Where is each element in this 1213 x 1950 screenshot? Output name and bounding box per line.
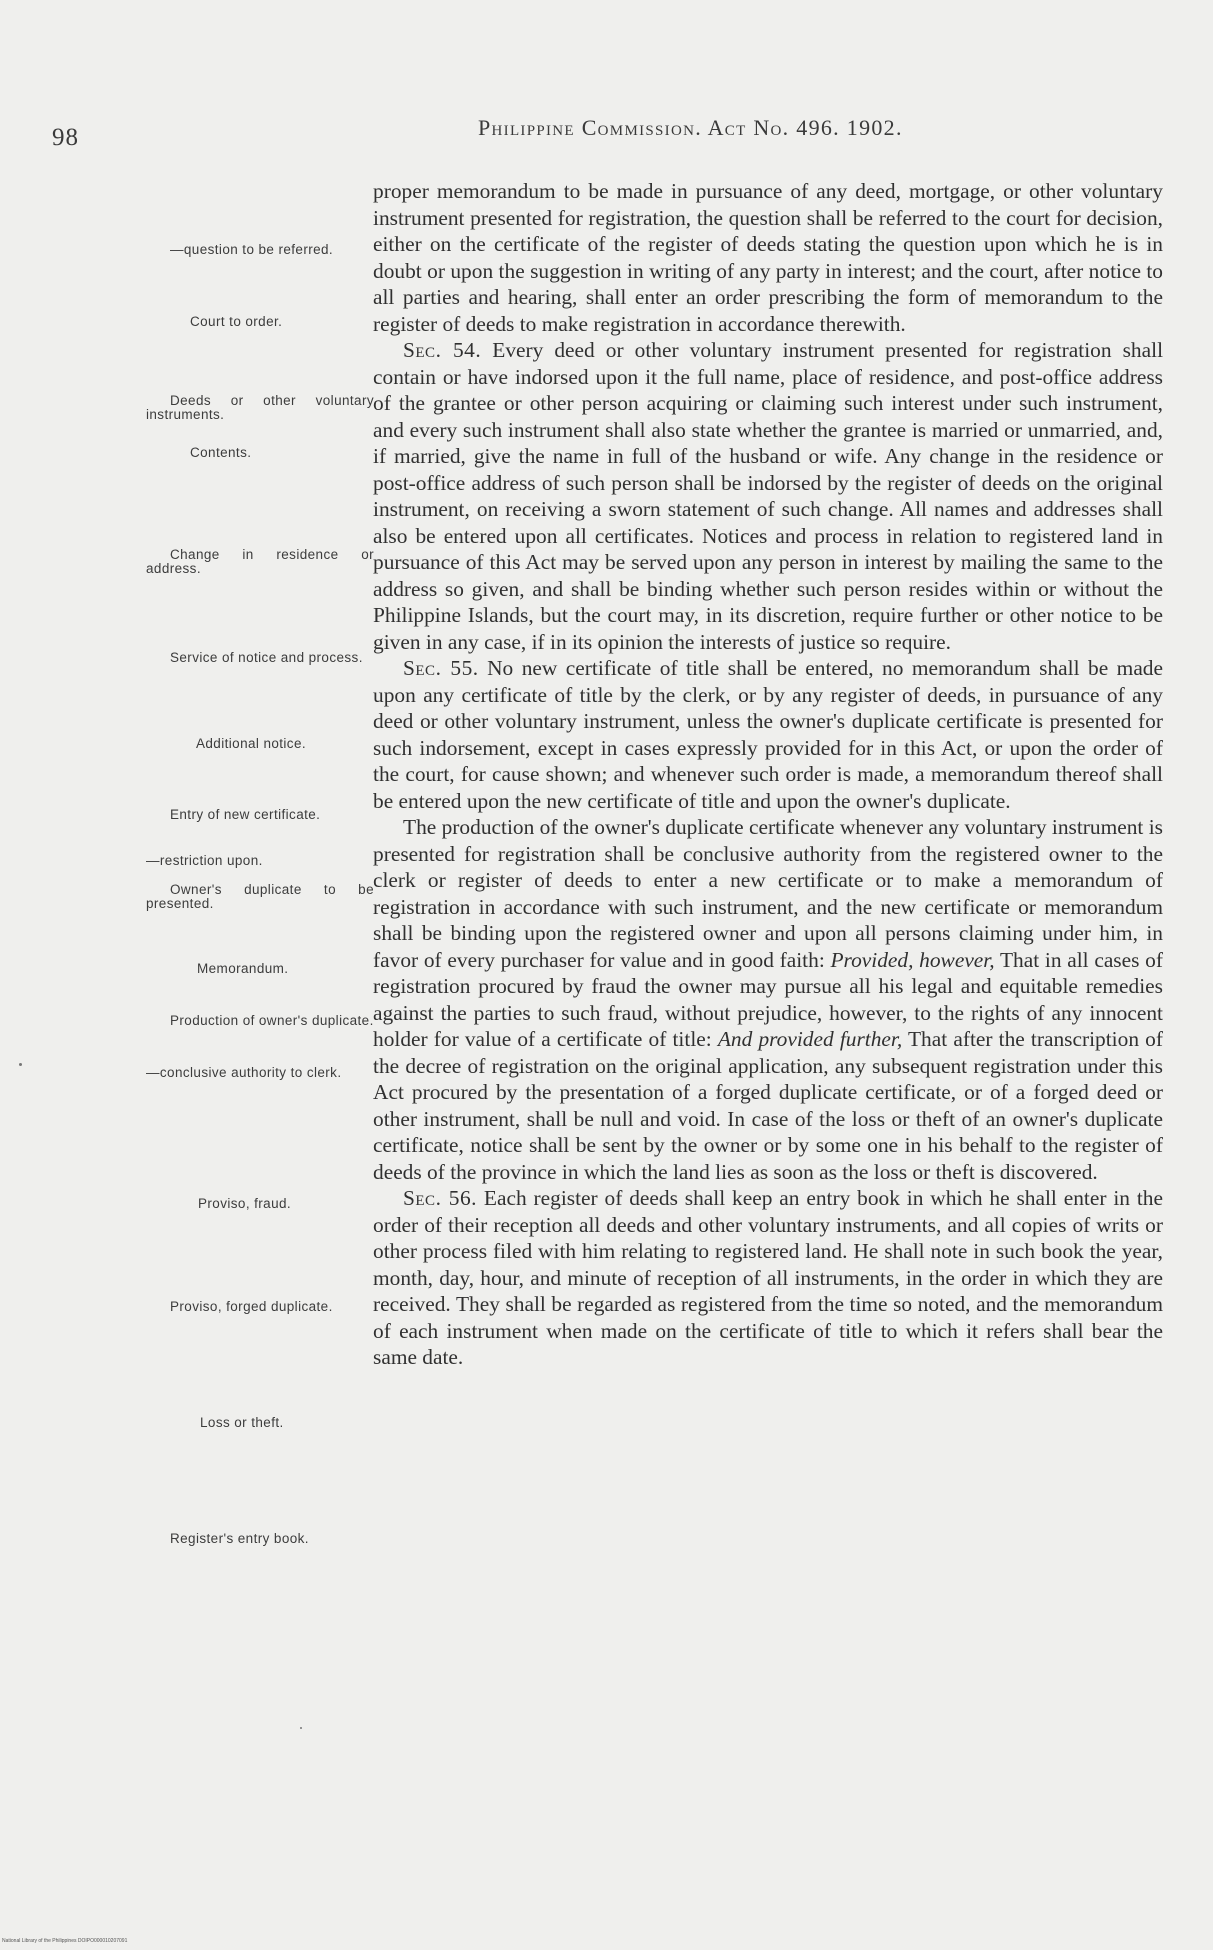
page-number: 98 xyxy=(52,124,79,151)
section-label: Sec. 55. xyxy=(403,656,479,680)
margin-note: Owner's duplicate to be presented. xyxy=(146,882,374,911)
body-text xyxy=(373,178,1163,1371)
proviso-phrase: And provided further, xyxy=(717,1027,903,1051)
proviso-phrase: Provided, however, xyxy=(830,947,995,972)
margin-note: Court to order. xyxy=(190,314,283,329)
paragraph-section-56 xyxy=(373,1185,1163,1371)
margin-note: Additional notice. xyxy=(196,736,307,751)
margin-note: —conclusive authority to clerk. xyxy=(146,1065,342,1080)
margin-note: Deeds or other voluntary instruments. xyxy=(146,393,374,422)
margin-note: —restriction upon. xyxy=(146,853,263,868)
scan-speck xyxy=(300,1727,302,1729)
scan-credit: National Library of the Philippines DOIPO000010207091 xyxy=(2,1938,128,1944)
margin-note: Contents. xyxy=(190,445,252,460)
margin-note: Service of notice and process. xyxy=(170,650,363,665)
margin-note: Memorandum. xyxy=(197,961,289,976)
section-text: No new certificate of title shall be entered, no memorandum shall be made upon any certificate of title by the clerk, or by any register of deeds, in pursuance of any deed or other voluntary instrument, unless the owner's duplicate certificate is presented for such indorsement, except in cases expressly provided for in this Act, or upon the order of the court, for cause shown; and whenever such order is made, a memorandum thereof shall be entered upon the new certificate of title and upon the owner's duplicate. xyxy=(373,656,1163,813)
section-label: Sec. 56. xyxy=(403,1186,478,1210)
margin-note: Production of owner's duplicate. xyxy=(170,1013,374,1028)
paragraph-text: That in all cases of registration procured by fraud the owner may pursue all his legal and equitable remedies against the parties to such fraud, without prejudice, however, to the rights of any innocent holder for value of a certificate of title: xyxy=(373,947,1163,1051)
section-text: Each register of deeds shall keep an entry book in which he shall enter in the order of their reception all deeds and other voluntary instruments, and all copies of writs or other process filed with him relating to registered land. He shall note in such book the year, month, day, hour, and minute of reception of all instruments, in the order in which they are received. They shall be regarded as registered from the time so noted, and the memorandum of each instrument when made on the certificate of title to which it refers shall bear the same date. xyxy=(373,1186,1163,1369)
margin-note: Register's entry book. xyxy=(170,1531,309,1546)
margin-note: —question to be referred. xyxy=(170,242,334,257)
section-text: Every deed or other voluntary instrument presented for registration shall contain or have indorsed upon it the full name, place of residence, and post-office address of the grantee or other person acquiring or claiming such interest under such instrument, and every such instrument shall also state whether the grantee is married or unmarried, and, if married, give the name in full of the husband or wife. Any change in the residence or post-office address of such person shall be indorsed by the register of deeds on the original instrument, on receiving a sworn statement of such change. All names and addresses shall also be entered upon all certificates. Notices and process in relation to registered land in pursuance of this Act may be served upon any person in interest by mailing the same to the address so given, and shall be binding whether such person resides within or without the Philippine Islands, but the court may, in its discretion, require further or other notice to be given in any case, if in its opinion the interests of justice so require. xyxy=(373,338,1164,654)
margin-note: Proviso, fraud. xyxy=(198,1196,292,1211)
paragraph-section-55 xyxy=(373,655,1163,814)
margin-note: Loss or theft. xyxy=(200,1415,284,1430)
running-head: Philippine Commission. Act No. 496. 1902. xyxy=(478,115,903,140)
margin-note: Proviso, forged duplicate. xyxy=(170,1299,333,1314)
section-label: Sec. 54. xyxy=(403,338,482,362)
paragraph-text: The production of the owner's duplicate certificate whenever any voluntary instrument is presented for registration shall be conclusive authority from the registered owner to the clerk or register of deeds to enter a new certificate or to make a memorandum of registration in accordance with such instrument, and the new certificate or memorandum shall be binding upon the registered owner and upon all persons claiming under him, in favor of every purchaser for value and in good faith: xyxy=(373,815,1163,972)
paragraph-section-54 xyxy=(373,337,1163,655)
paragraph-text: That after the transcription of the decree of registration on the original application, any subsequent registration under this Act procured by the presentation of a forged duplicate certificate, or of a forged deed or other instrument, shall be null and void. In case of the loss or theft of an owner's duplicate certificate, notice shall be sent by the owner or by some one in his behalf to the register of deeds of the province in which the land lies as soon as the loss or theft is discovered. xyxy=(373,1027,1163,1184)
margin-note: Change in residence or address. xyxy=(146,547,374,576)
paragraph-production xyxy=(373,814,1163,1185)
paragraph: proper memorandum to be made in pursuance of any deed, mortgage, or other voluntary instrument presented for registration, the question shall be referred to the court for decision, either on the certificate of the register of deeds stating the question upon which he is in doubt or upon the suggestion in writing of any party in interest; and the court, after notice to all parties and hearing, shall enter an order prescribing the form of memorandum to the register of deeds to make registration in accordance therewith. xyxy=(373,179,1163,336)
scan-speck xyxy=(19,1063,22,1066)
margin-note: Entry of new certificate. xyxy=(170,807,321,822)
